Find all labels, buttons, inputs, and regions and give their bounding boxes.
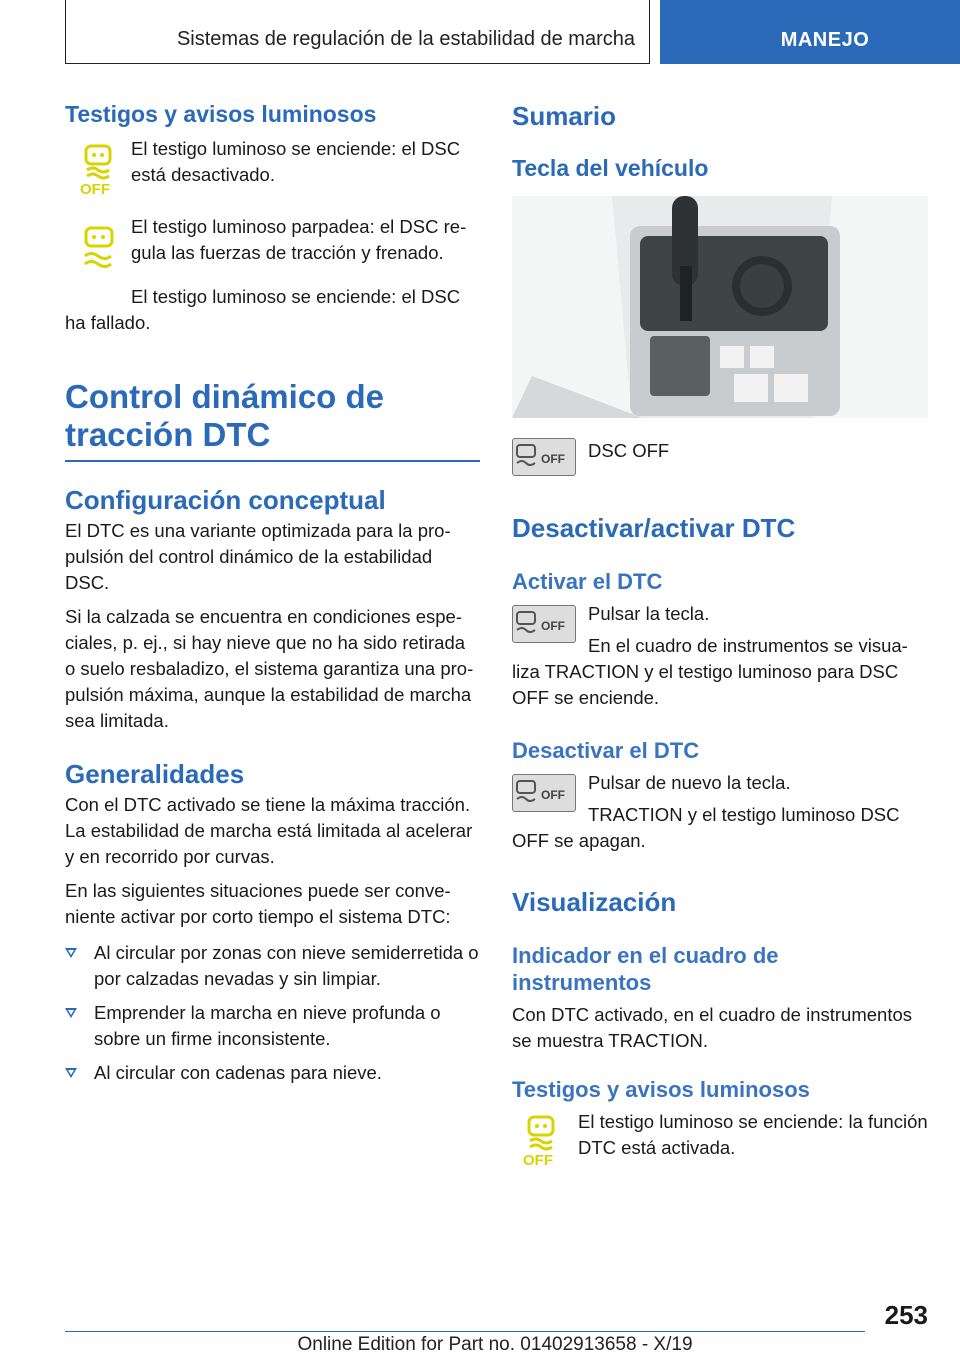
heading-desactivar-activar: Desactivar/activar DTC: [512, 513, 796, 543]
lamp-row-dsc-off: [65, 136, 480, 200]
lamp-row-dsc: [65, 214, 480, 278]
lamp3-description: El testigo luminoso se enciende: la función DTC está activada.: [578, 1111, 928, 1158]
footer-rule: [65, 1331, 865, 1332]
desactivar-step-1: Pulsar de nuevo la tecla.: [588, 772, 791, 793]
section-title: Sistemas de regulación de la estabilidad de marcha: [176, 28, 635, 50]
general-paragraph-2: En las siguientes situaciones puede ser conveniente activar por corto tiempo el sistema DTC:: [65, 880, 451, 927]
desactivar-row: [512, 770, 928, 854]
triangle-bullet-icon: [65, 948, 77, 958]
lamp2-fault-text: El testigo luminoso se enciende: el DSC ha fallado.: [65, 286, 461, 333]
general-paragraph-1: Con el DTC activado se tiene la máxima tracción. La estabilidad de marcha está limitada al acelerar y en recorrido por curvas.: [65, 794, 473, 867]
heading-dtc: Control dinámico de tracción DTC: [65, 378, 480, 462]
heading-generalidades: Generalidades: [65, 759, 245, 789]
list-item: Al circular con cadenas para nieve.: [65, 1060, 480, 1086]
indicador-paragraph: Con DTC activado, en el cuadro de instrumentos se muestra TRACTION.: [512, 1004, 913, 1051]
heading-visualizacion: Visualización: [512, 887, 677, 917]
chapter-tab: [660, 0, 960, 64]
console-illustration: [512, 196, 928, 418]
running-header: [65, 0, 650, 64]
lamp-row-dtc: [512, 1109, 928, 1173]
heading-activar: Activar el DTC: [512, 569, 663, 594]
svg-text:OFF: OFF: [541, 452, 565, 466]
svg-text:OFF: OFF: [523, 1152, 553, 1169]
heading-testigos-2: Testigos y avisos luminosos: [512, 1077, 810, 1102]
edition-footer: Online Edition for Part no. 01402913658 - X/19: [297, 1334, 693, 1355]
activar-row: [512, 601, 928, 711]
page-number: 253: [884, 1300, 928, 1330]
list-item: Al circular por zonas con nieve semiderretida o por calzadas nevadas y sin limpiar.: [65, 940, 480, 992]
dsc-off-key-icon: [512, 774, 576, 812]
chapter-label: MANEJO: [780, 28, 870, 51]
heading-tecla: Tecla del vehículo: [512, 155, 709, 181]
svg-text:OFF: OFF: [541, 788, 565, 802]
heading-indicador: Indicador en el cuadro de instrumentos: [512, 943, 779, 995]
situations-list: [65, 940, 480, 1086]
dtc-active-lamp-icon: [520, 1113, 570, 1169]
desactivar-step-2: TRACTION y el testigo luminoso DSC OFF se apagan.: [512, 804, 900, 851]
heading-configuracion: Configuración conceptual: [65, 485, 386, 515]
heading-testigos: Testigos y avisos luminosos: [65, 101, 377, 127]
right-column: [512, 100, 928, 1173]
list-item: Emprender la marcha en nieve profunda o sobre un firme inconsistente.: [65, 1000, 480, 1052]
heading-desactivar: Desactivar el DTC: [512, 738, 700, 763]
center-console-photo: [512, 196, 928, 418]
heading-sumario: Sumario: [512, 101, 617, 131]
key-label: DSC OFF: [588, 440, 670, 461]
dsc-off-key-icon: [512, 438, 576, 476]
config-paragraph-1: El DTC es una variante optimizada para la propulsión del control dinámico de la estabilidad DSC.: [65, 520, 451, 593]
activar-step-2: En el cuadro de instrumentos se visualiza TRACTION y el testigo luminoso para DSC OFF se enciende.: [512, 635, 908, 708]
dsc-off-warning-lamp-icon: [77, 142, 127, 198]
triangle-bullet-icon: [65, 1068, 77, 1078]
key-row-dsc-off: [512, 438, 928, 484]
triangle-bullet-icon: [65, 1008, 77, 1018]
lamp1-description: El testigo luminoso se enciende: el DSC está desactivado.: [131, 138, 461, 185]
config-paragraph-2: Si la calzada se encuentra en condiciones especiales, p. ej., si hay nieve que no ha sido retirada o suelo resbaladizo, el sistema garantiza una propulsión máxima, aunque la estabilidad de marcha sea limitada.: [65, 606, 474, 731]
activar-step-1: Pulsar la tecla.: [588, 603, 710, 624]
dsc-warning-lamp-icon: [75, 222, 125, 278]
dsc-off-key-icon: [512, 605, 576, 643]
svg-text:OFF: OFF: [80, 181, 110, 198]
svg-text:OFF: OFF: [541, 619, 565, 633]
left-column: [65, 100, 480, 1094]
lamp2-description: El testigo luminoso parpadea: el DSC regula las fuerzas de tracción y frenado.: [131, 216, 467, 263]
